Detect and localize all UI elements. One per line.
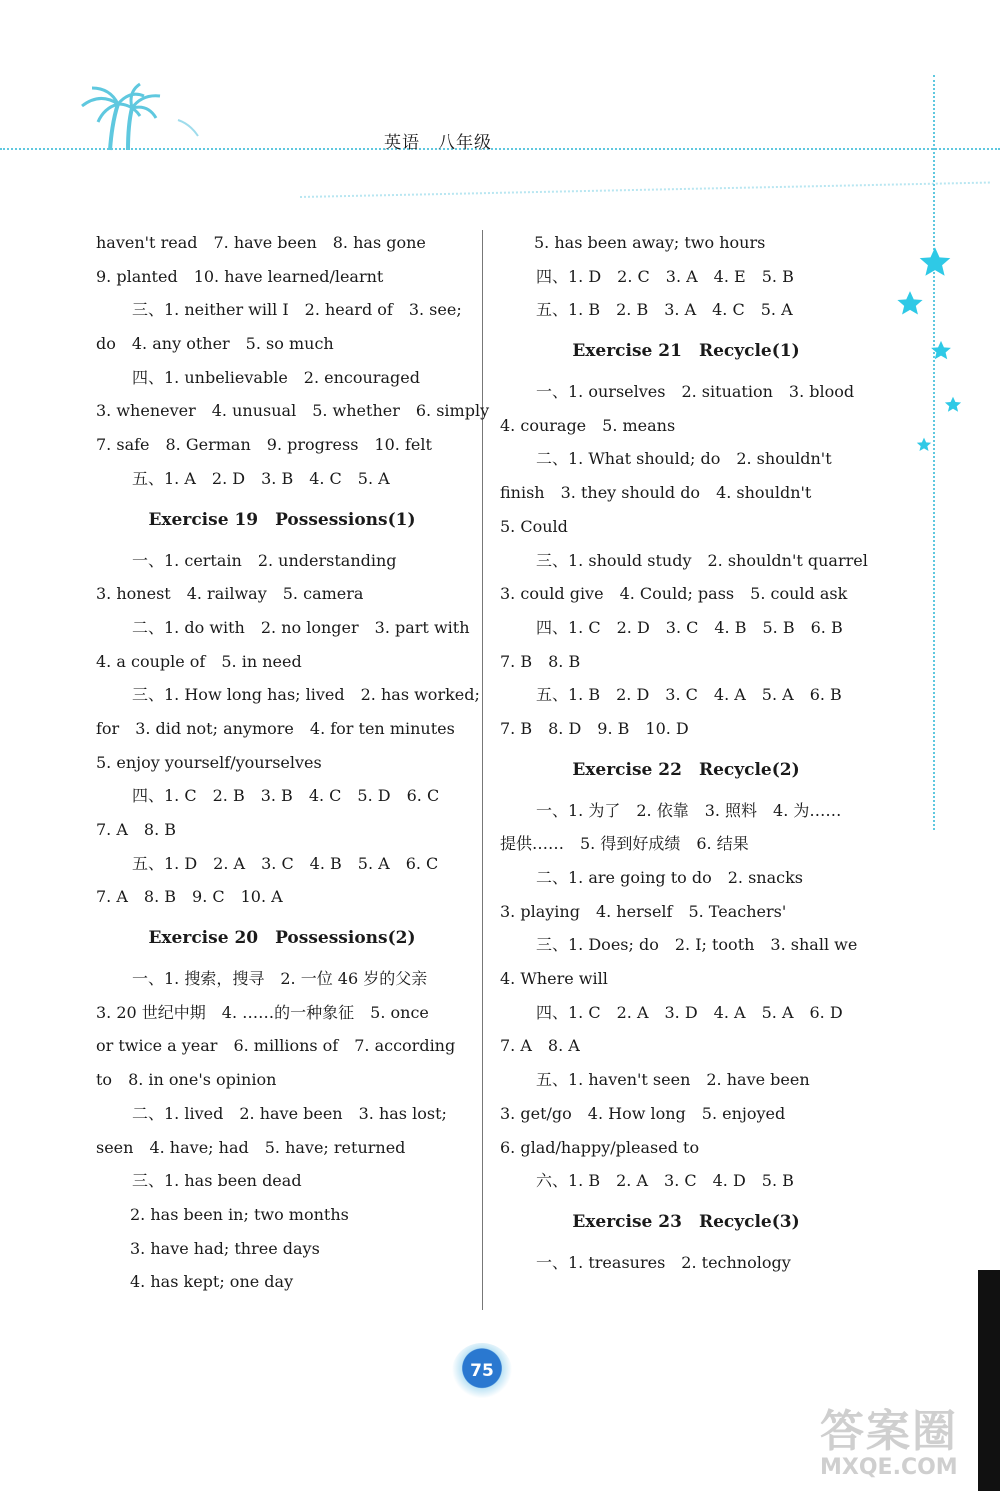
answer-line: seen 4. have; had 5. have; returned — [96, 1137, 406, 1157]
answer-line: 五、1. haven't seen 2. have been — [536, 1070, 810, 1090]
answer-line: for 3. did not; anymore 4. for ten minutes — [96, 718, 455, 738]
answer-line: 一、1. 为了 2. 依靠 3. 照料 4. 为…… — [536, 800, 842, 820]
star-icon — [918, 246, 952, 280]
answer-line: 一、1. certain 2. understanding — [132, 550, 397, 570]
answer-line: 一、1. 搜索，搜寻 2. 一位 46 岁的父亲 — [132, 969, 428, 989]
answer-line: 5. enjoy yourself/yourselves — [96, 752, 322, 772]
answer-line: 三、1. neither will I 2. heard of 3. see; — [132, 300, 462, 320]
answer-line: 三、1. has been dead — [132, 1171, 302, 1191]
answer-line: 四、1. C 2. D 3. C 4. B 5. B 6. B — [536, 617, 843, 637]
answer-line: finish 3. they should do 4. shouldn't — [500, 483, 812, 503]
answer-line: 一、1. treasures 2. technology — [536, 1252, 791, 1272]
answer-line: 3. have had; three days — [130, 1238, 320, 1258]
exercise-heading: Exercise 19 Possessions(1) — [148, 509, 416, 530]
answer-line: 五、1. B 2. B 3. A 4. C 5. A — [536, 300, 793, 320]
answer-line: 六、1. B 2. A 3. C 4. D 5. B — [536, 1171, 794, 1191]
exercise-heading: Exercise 23 Recycle(3) — [572, 1211, 800, 1232]
answer-line: 7. A 8. B 9. C 10. A — [96, 887, 283, 907]
answer-line: 5. Could — [500, 516, 568, 536]
header-divider — [0, 148, 1000, 150]
header-divider-faint — [300, 182, 990, 198]
star-icon — [944, 396, 962, 414]
answer-line: 四、1. C 2. B 3. B 4. C 5. D 6. C — [132, 786, 440, 806]
answer-line: 五、1. D 2. A 3. C 4. B 5. A 6. C — [132, 853, 439, 873]
answer-line: 5. has been away; two hours — [534, 233, 766, 252]
answer-line: 4. courage 5. means — [500, 415, 676, 435]
answer-line: 四、1. C 2. A 3. D 4. A 5. A 6. D — [536, 1002, 843, 1022]
star-icon — [930, 340, 952, 362]
answer-line: do 4. any other 5. so much — [96, 334, 334, 354]
answer-line: 二、1. What should; do 2. shouldn't — [536, 449, 832, 469]
answer-line: 提供…… 5. 得到好成绩 6. 结果 — [500, 834, 749, 854]
answer-line: 3. whenever 4. unusual 5. whether 6. simply — [96, 401, 490, 421]
answer-line: 7. B 8. D 9. B 10. D — [500, 718, 689, 738]
exercise-heading: Exercise 21 Recycle(1) — [572, 341, 800, 362]
watermark-logo: 答案圈 — [820, 1406, 958, 1457]
palm-tree-icon — [70, 82, 210, 156]
answer-line: 9. planted 10. have learned/learnt — [96, 266, 384, 286]
answer-line: 7. A 8. B — [96, 820, 177, 839]
watermark — [820, 1395, 990, 1485]
answer-column-left — [96, 226, 490, 1299]
answer-line: 二、1. lived 2. have been 3. has lost; — [132, 1103, 447, 1123]
answer-line: 3. could give 4. Could; pass 5. could ask — [500, 584, 848, 604]
answer-column-right — [500, 226, 872, 1280]
answer-line: 一、1. ourselves 2. situation 3. blood — [536, 382, 855, 402]
column-divider — [482, 230, 483, 1310]
answer-line: 三、1. How long has; lived 2. has worked; — [132, 685, 480, 705]
answer-line: or twice a year 6. millions of 7. according — [96, 1036, 456, 1056]
answer-line: 7. safe 8. German 9. progress 10. felt — [96, 435, 432, 455]
star-icon — [896, 290, 924, 318]
answer-line: 4. Where will — [500, 969, 608, 989]
answer-line: 2. has been in; two months — [130, 1204, 349, 1224]
answer-line: 4. a couple of 5. in need — [96, 651, 302, 671]
star-icon — [916, 437, 932, 453]
page-number: 75 — [452, 1343, 512, 1399]
answer-line: 6. glad/happy/pleased to — [500, 1137, 700, 1157]
answer-line: 四、1. unbelievable 2. encouraged — [132, 367, 420, 387]
answer-line: 3. 20 世纪中期 4. ……的一种象征 5. once — [96, 1002, 429, 1022]
answer-line: 五、1. B 2. D 3. C 4. A 5. A 6. B — [536, 685, 842, 705]
answer-line: 二、1. do with 2. no longer 3. part with — [132, 617, 470, 637]
answer-line: 二、1. are going to do 2. snacks — [536, 868, 804, 887]
answer-line: 3. playing 4. herself 5. Teachers' — [500, 901, 787, 921]
answer-line: 三、1. should study 2. shouldn't quarrel — [536, 550, 868, 570]
page-header-title: 英语 八年级 — [384, 133, 492, 153]
answer-line: 四、1. D 2. C 3. A 4. E 5. B — [536, 266, 794, 286]
answer-line: 7. A 8. A — [500, 1036, 580, 1056]
answer-line: 五、1. A 2. D 3. B 4. C 5. A — [132, 468, 390, 488]
exercise-heading: Exercise 20 Possessions(2) — [148, 928, 416, 949]
answer-line: 4. has kept; one day — [130, 1272, 294, 1292]
answer-line: 7. B 8. B — [500, 651, 581, 671]
watermark-url: MXQE.COM — [820, 1455, 958, 1480]
answer-line: to 8. in one's opinion — [96, 1070, 277, 1090]
answer-line: 三、1. Does; do 2. I; tooth 3. shall we — [536, 935, 858, 955]
answer-line: haven't read 7. have been 8. has gone — [96, 233, 426, 252]
exercise-heading: Exercise 22 Recycle(2) — [572, 759, 800, 780]
margin-dotted-line — [933, 75, 935, 830]
answer-line: 3. get/go 4. How long 5. enjoyed — [500, 1103, 786, 1123]
answer-line: 3. honest 4. railway 5. camera — [96, 584, 364, 604]
